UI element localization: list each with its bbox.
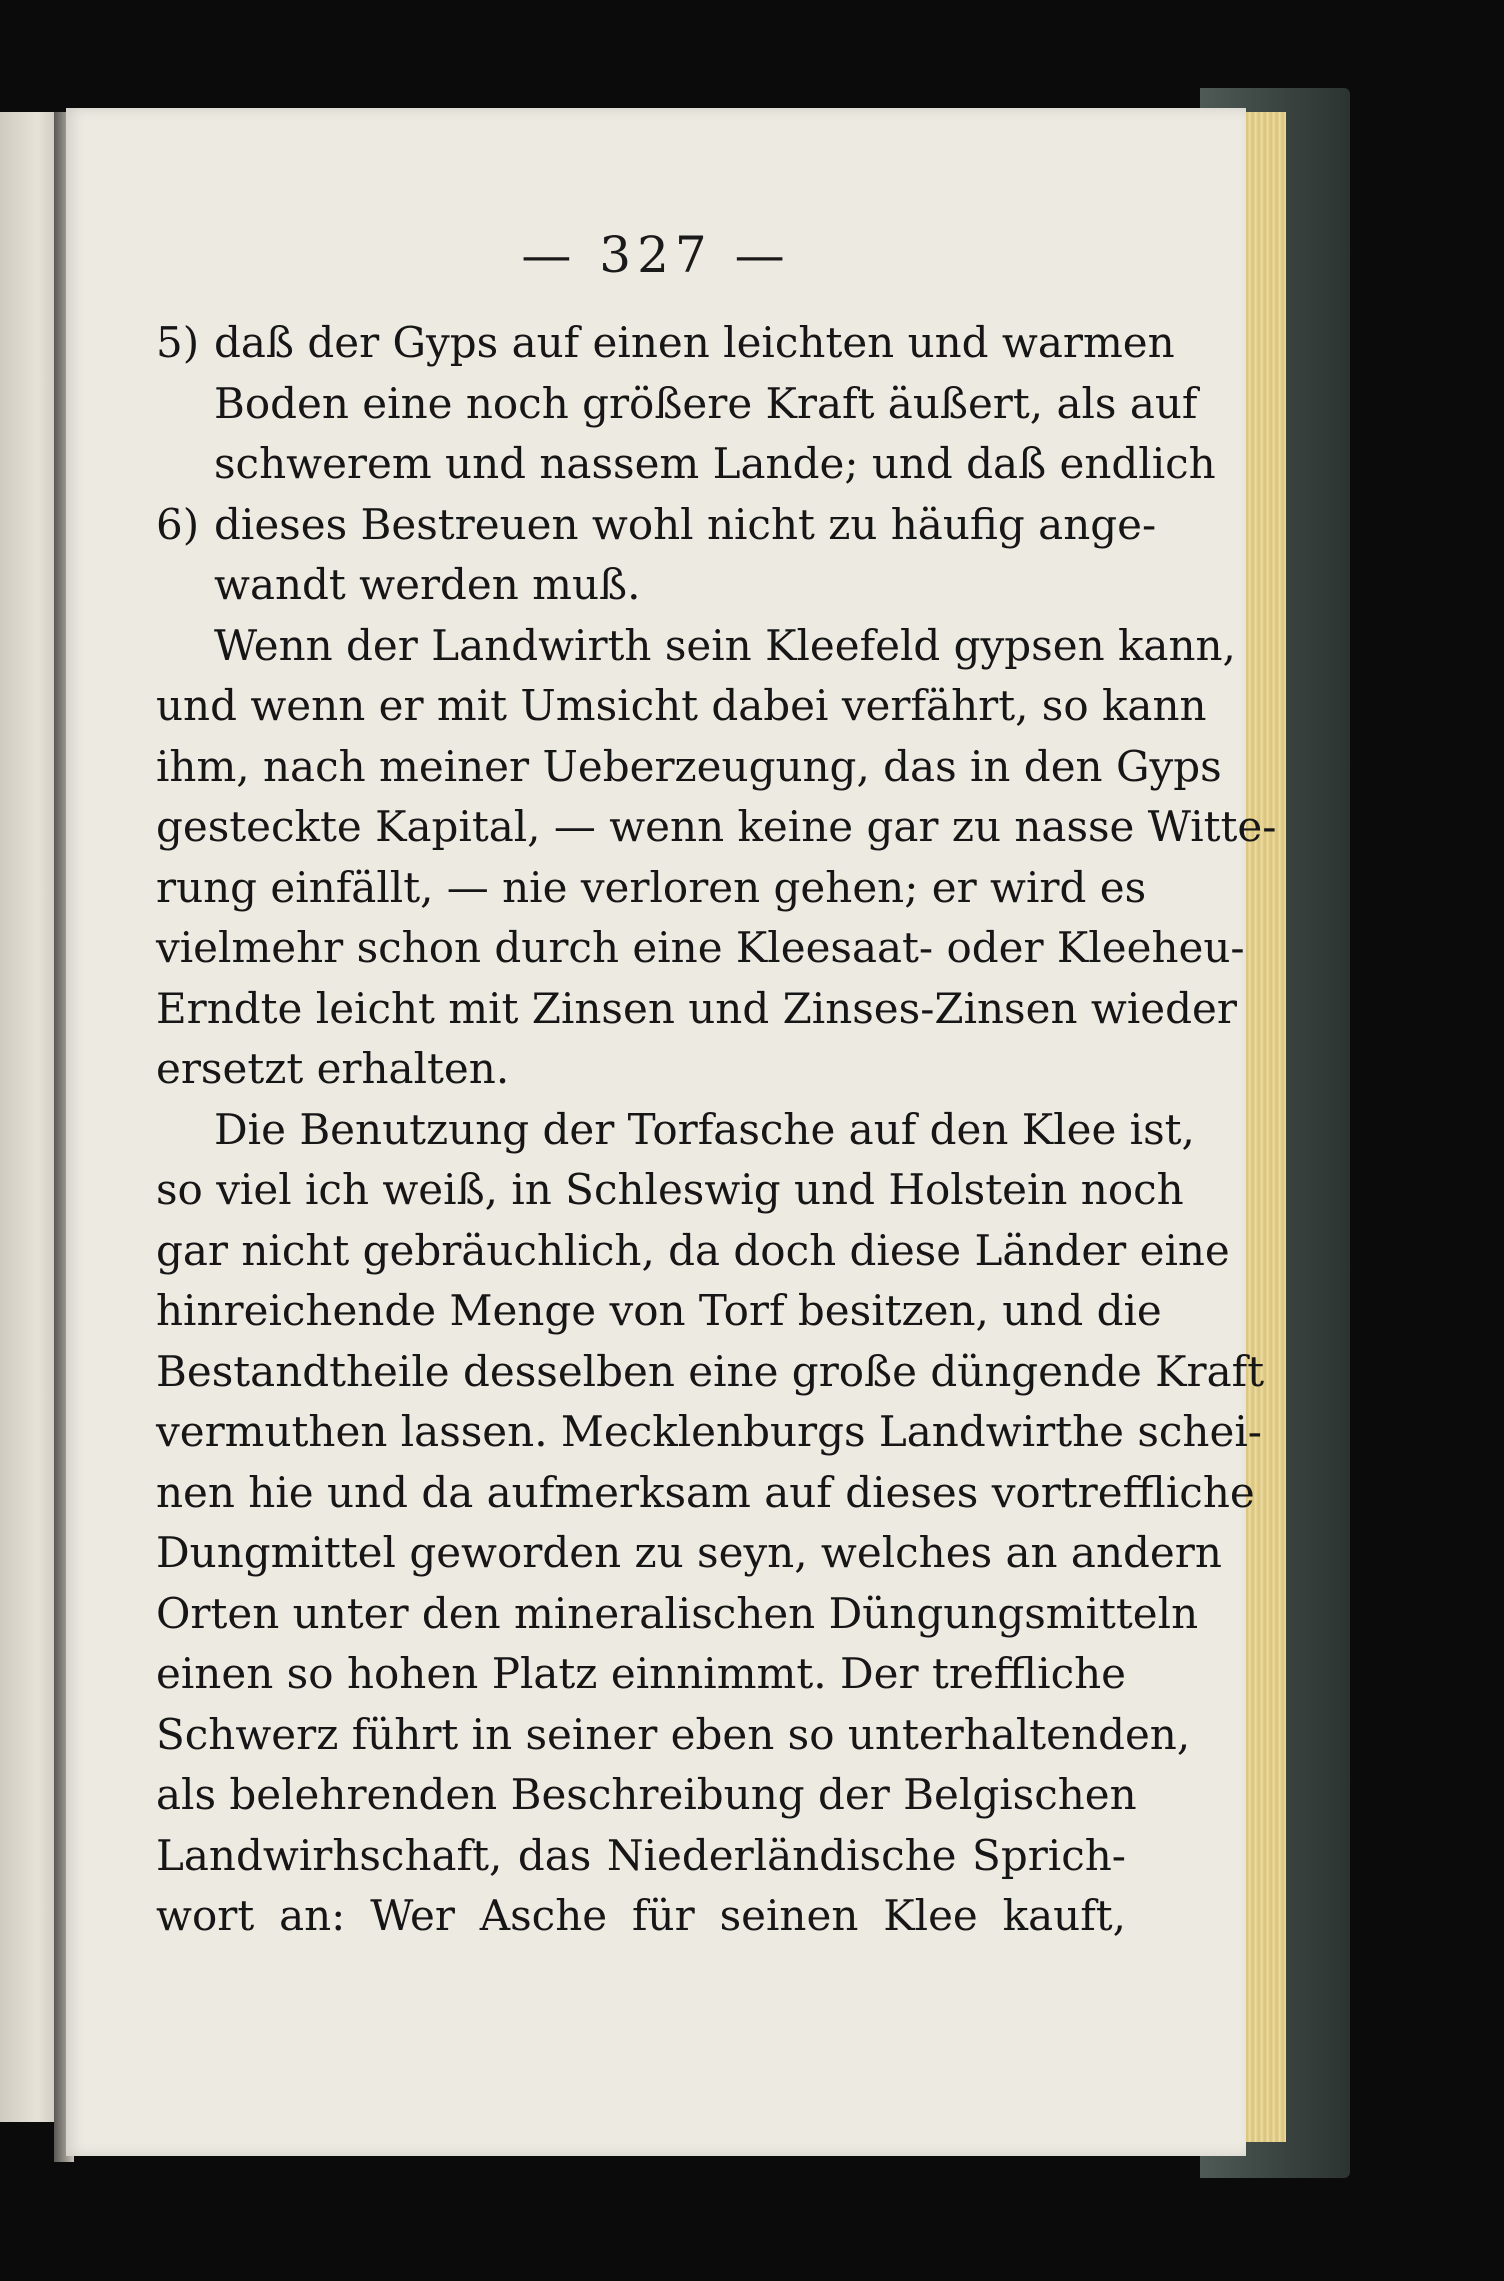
line-text: wandt werden muß. [214, 560, 641, 609]
text-line [156, 737, 1222, 798]
line-text: und wenn er mit Umsicht dabei verfährt, so kann [156, 681, 1207, 730]
text-line [156, 1100, 1195, 1161]
line-text: rung einfällt, — nie verloren gehen; er wird es [156, 862, 1147, 912]
line-text: einen so hohen Platz einnimmt. Der treffliche [156, 1649, 1126, 1698]
text-line [156, 1826, 1126, 1887]
text-line [156, 1281, 1162, 1342]
text-line [156, 1765, 1137, 1826]
line-text: Schwerz führt in seiner eben so unterhaltenden, [156, 1709, 1191, 1759]
text-line [156, 979, 1237, 1040]
line-text: vielmehr schon durch eine Kleesaat- oder Kleeheu- [156, 923, 1245, 972]
text-line [156, 1221, 1230, 1282]
line-text: Orten unter den mineralischen Düngungsmitteln [156, 1588, 1199, 1638]
line-text: gesteckte Kapital, — wenn keine gar zu nasse Witte- [156, 802, 1277, 851]
text-line [156, 1402, 1262, 1463]
line-text: Erndte leicht mit Zinsen und Zinses-Zinsen wieder [156, 983, 1237, 1033]
text-line [156, 1705, 1191, 1766]
line-text: Die Benutzung der Torfasche auf den Klee ist, [214, 1104, 1195, 1154]
line-text: Wenn der Landwirth sein Kleefeld gypsen kann, [214, 620, 1236, 670]
line-text: ersetzt erhalten. [156, 1044, 510, 1093]
page-text [156, 313, 1277, 1947]
text-line [156, 918, 1245, 979]
text-line [156, 1523, 1222, 1584]
list-number: 5) [156, 318, 200, 367]
text-line [156, 495, 1157, 556]
line-text: gar nicht gebräuchlich, da doch diese Länder eine [156, 1225, 1230, 1275]
line-text: Bestandtheile desselben eine große düngende Kraft [156, 1346, 1265, 1396]
text-line [156, 676, 1207, 737]
text-line [156, 1463, 1255, 1524]
line-text: hinreichende Menge von Torf besitzen, und die [156, 1286, 1162, 1335]
line-text: Landwirhschaft, das Niederländische Sprich- [156, 1830, 1126, 1880]
text-line [156, 313, 1175, 374]
text-line [156, 1886, 1126, 1947]
left-facing-page [0, 112, 54, 2122]
text-line [156, 1644, 1126, 1705]
line-text: vermuthen lassen. Mecklenburgs Landwirthe schei- [156, 1407, 1262, 1456]
line-text: so viel ich weiß, in Schleswig und Holstein noch [156, 1165, 1184, 1214]
text-line [156, 555, 1126, 616]
line-text: dieses Bestreuen wohl nicht zu häufig ange- [214, 499, 1157, 549]
line-text: wort an: Wer Asche für seinen Klee kauft, [156, 1891, 1126, 1940]
text-line [156, 616, 1236, 677]
text-line [156, 434, 1216, 495]
line-text: Dungmittel geworden zu seyn, welches an andern [156, 1528, 1222, 1577]
line-text: ihm, nach meiner Ueberzeugung, das in den Gyps [156, 741, 1222, 791]
text-line [156, 1039, 1126, 1100]
text-line [156, 1160, 1184, 1221]
text-line [156, 374, 1198, 435]
line-text: schwerem und nassem Lande; und daß endlich [214, 439, 1216, 488]
text-line [156, 1342, 1265, 1403]
line-text: Boden eine noch größere Kraft äußert, als auf [214, 378, 1198, 428]
page-number: — 327 — [521, 226, 791, 284]
text-line [156, 858, 1147, 919]
text-line [156, 797, 1277, 858]
line-text: daß der Gyps auf einen leichten und warmen [214, 318, 1175, 367]
text-line [156, 1584, 1199, 1645]
line-text: als belehrenden Beschreibung der Belgischen [156, 1770, 1137, 1819]
line-text: nen hie und da aufmerksam auf dieses vortreffliche [156, 1467, 1255, 1517]
book-page [66, 108, 1277, 2156]
list-number: 6) [156, 499, 200, 549]
